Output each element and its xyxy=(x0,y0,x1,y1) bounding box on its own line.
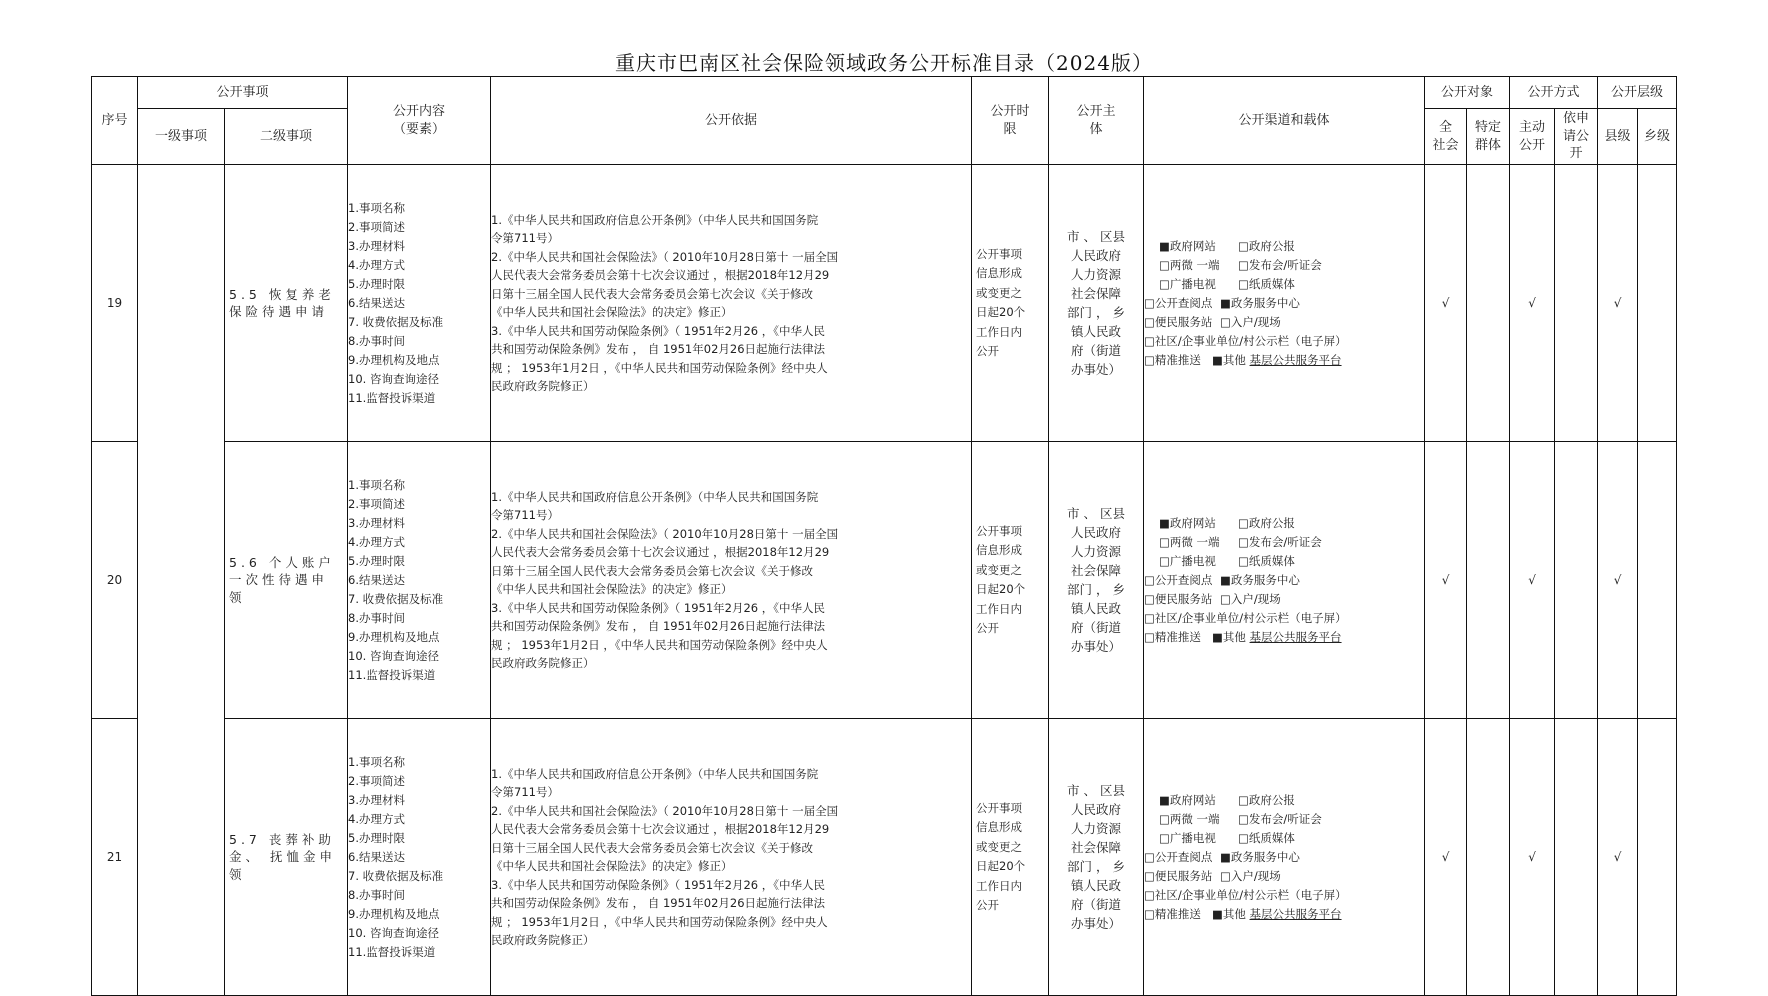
channel-line xyxy=(1144,829,1424,848)
channel-line xyxy=(1144,609,1424,628)
channel-gov-gazette: □政府公报 xyxy=(1238,238,1295,253)
cell-method-apply xyxy=(1555,442,1598,719)
row-contents xyxy=(348,719,491,996)
time-limit-text xyxy=(972,522,1048,639)
channel-gov-gazette: □政府公报 xyxy=(1238,792,1295,807)
channel-line xyxy=(1144,886,1424,905)
channel-line xyxy=(1144,552,1424,571)
header-target-all-line1: 全 xyxy=(1439,119,1453,135)
channel-gov-website: ■政府网站 xyxy=(1159,515,1216,530)
header-seq: 序号 xyxy=(92,77,138,165)
header-method-active-line2: 公开 xyxy=(1519,137,1546,153)
time-limit-line: 工作日内 xyxy=(976,324,1023,339)
channel-bulletin-board: □社区/企事业单位/村公示栏（电子屏） xyxy=(1144,610,1347,625)
channel-service-station: □便民服务站 xyxy=(1144,591,1213,606)
channel-other: ■其他 xyxy=(1212,352,1246,367)
contents-item: 10. 咨询查询途径 xyxy=(348,925,439,940)
row-item2-text: 5.5 恢复养老保险待遇申请 xyxy=(229,286,335,319)
table-body xyxy=(92,165,1677,996)
cell-method-apply xyxy=(1555,719,1598,996)
time-limit-line: 公开事项 xyxy=(976,246,1023,261)
header-subject-line2: 体 xyxy=(1089,121,1103,137)
channel-precise-push: □精准推送 xyxy=(1144,906,1201,921)
contents-item: 3.办理材料 xyxy=(348,515,405,530)
channel-other: ■其他 xyxy=(1212,629,1246,644)
header-row-1 xyxy=(92,77,1677,109)
channel-line xyxy=(1144,571,1424,590)
row-channels xyxy=(1144,719,1425,996)
time-limit-line: 工作日内 xyxy=(976,878,1023,893)
row-item2-text: 5.7 丧葬补助金、 抚恤金申领 xyxy=(229,831,336,882)
header-public-matter: 公开事项 xyxy=(138,77,348,109)
row-subject xyxy=(1049,719,1144,996)
contents-item: 4.办理方式 xyxy=(348,534,405,549)
header-content-line1: 公开内容 xyxy=(393,103,446,119)
contents-item: 11.监督投诉渠道 xyxy=(348,667,436,682)
channel-paper-media: □纸质媒体 xyxy=(1238,553,1295,568)
header-level1: 一级事项 xyxy=(138,109,225,165)
channel-line xyxy=(1144,628,1424,647)
channel-line xyxy=(1144,810,1424,829)
header-method-apply xyxy=(1555,109,1598,165)
channel-social-media: □两微 一端 xyxy=(1159,534,1220,549)
channel-service-center: ■政务服务中心 xyxy=(1220,572,1300,587)
basis-text: 1.《中华人民共和国政府信息公开条例》（中华人民共和国国务院 令第711号） 2.《中华人民共和国社会保险法》（ 2010年10月28日第十 一届全国 人民代表大会常务委员会第十七次会议通过 ，根据2018年12月29 日第十三届全国人民代表大会常务委员会第七次会议《关于修改 《中华人民共和国社会保险法》的决定》修正） 3.《中华人民共和国劳动保险条例》（ 1951年2月26 ，《中华人民 共和国劳动保险条例》发布 ， 自 1951年02月26日起施行法律法 规 ； 1953年1月2日 ，《中华人民共和国劳动保险条例》经中央人 民政府政务院修正） xyxy=(491,212,839,393)
channel-grassroots-platform: 基层公共服务平台 xyxy=(1249,352,1342,367)
header-content-line2: （要素） xyxy=(393,121,446,137)
row-channels xyxy=(1144,165,1425,442)
header-method-apply-line3: 开 xyxy=(1569,146,1583,162)
contents-item: 10. 咨询查询途径 xyxy=(348,648,439,663)
contents-item: 4.办理方式 xyxy=(348,811,405,826)
row-item2-text: 5.6 个人账户一次性待遇申领 xyxy=(229,554,335,605)
contents-item: 7. 收费依据及标准 xyxy=(348,591,444,606)
channel-gov-website: ■政府网站 xyxy=(1159,792,1216,807)
channel-line xyxy=(1144,905,1424,924)
time-limit-line: 公开事项 xyxy=(976,523,1023,538)
channel-broadcast: □广播电视 xyxy=(1159,553,1216,568)
channel-line xyxy=(1144,533,1424,552)
channel-line xyxy=(1144,237,1424,256)
contents-list xyxy=(348,753,490,962)
header-method-active-line1: 主动 xyxy=(1519,119,1546,135)
channel-on-site: □入户/现场 xyxy=(1220,314,1281,329)
header-level-county: 县级 xyxy=(1598,109,1638,165)
cell-target-group xyxy=(1467,442,1510,719)
header-target-all-line2: 社会 xyxy=(1432,137,1459,153)
table-row xyxy=(92,442,1677,719)
header-channel: 公开渠道和载体 xyxy=(1144,77,1425,165)
header-basis: 公开依据 xyxy=(491,77,972,165)
time-limit-line: 信息形成 xyxy=(976,820,1023,834)
contents-item: 9.办理机构及地点 xyxy=(348,352,440,367)
subject-text: 市 、 区县 人民政府 人力资源 社会保障 部门 ， 乡 镇人民政 府（街道 办事处） xyxy=(1067,229,1125,377)
table-row xyxy=(92,165,1677,442)
header-time-line1: 公开时 xyxy=(990,103,1030,119)
row-time-limit xyxy=(972,719,1049,996)
table-row xyxy=(92,719,1677,996)
time-limit-text xyxy=(972,245,1048,362)
channel-public-reading: □公开查阅点 xyxy=(1144,849,1213,864)
time-limit-line: 公开 xyxy=(976,898,1000,912)
channel-precise-push: □精准推送 xyxy=(1144,629,1201,644)
channel-line xyxy=(1144,590,1424,609)
contents-item: 6.结果送达 xyxy=(348,849,405,864)
cell-level-town xyxy=(1638,165,1677,442)
header-content xyxy=(348,77,491,165)
channel-paper-media: □纸质媒体 xyxy=(1238,830,1295,845)
channel-social-media: □两微 一端 xyxy=(1159,811,1220,826)
row-basis xyxy=(491,165,972,442)
check-level-county: √ xyxy=(1598,165,1638,442)
channel-paper-media: □纸质媒体 xyxy=(1238,276,1295,291)
contents-item: 10. 咨询查询途径 xyxy=(348,371,439,386)
time-limit-line: 信息形成 xyxy=(976,543,1023,557)
cell-target-group xyxy=(1467,719,1510,996)
contents-item: 8.办事时间 xyxy=(348,610,405,625)
row-level1-merged xyxy=(138,165,225,996)
check-target-all: √ xyxy=(1425,719,1467,996)
time-limit-line: 公开事项 xyxy=(976,800,1023,815)
channel-grassroots-platform: 基层公共服务平台 xyxy=(1249,906,1342,921)
row-subject xyxy=(1049,165,1144,442)
time-limit-line: 信息形成 xyxy=(976,266,1023,280)
header-target-group-line2: 群体 xyxy=(1475,137,1502,153)
header-target-group-line1: 特定 xyxy=(1475,119,1502,135)
channel-precise-push: □精准推送 xyxy=(1144,352,1201,367)
header-method-apply-line1: 依申 xyxy=(1563,111,1590,127)
channel-service-center: ■政务服务中心 xyxy=(1220,849,1300,864)
contents-item: 6.结果送达 xyxy=(348,572,405,587)
channel-service-station: □便民服务站 xyxy=(1144,868,1213,883)
check-level-county: √ xyxy=(1598,442,1638,719)
channel-bulletin-board: □社区/企事业单位/村公示栏（电子屏） xyxy=(1144,333,1347,348)
time-limit-line: 或变更之 xyxy=(976,562,1023,577)
channel-line xyxy=(1144,256,1424,275)
row-basis xyxy=(491,442,972,719)
channel-gov-gazette: □政府公报 xyxy=(1238,515,1295,530)
contents-item: 11.监督投诉渠道 xyxy=(348,944,436,959)
header-time-line2: 限 xyxy=(1003,121,1017,137)
channel-other: ■其他 xyxy=(1212,906,1246,921)
contents-item: 1.事项名称 xyxy=(348,200,405,215)
header-time-limit xyxy=(972,77,1049,165)
header-method-apply-line2: 请公 xyxy=(1563,128,1590,144)
check-method-active: √ xyxy=(1510,442,1555,719)
contents-item: 5.办理时限 xyxy=(348,276,405,291)
time-limit-line: 工作日内 xyxy=(976,601,1023,616)
cell-target-group xyxy=(1467,165,1510,442)
contents-item: 1.事项名称 xyxy=(348,477,405,492)
header-target-all xyxy=(1425,109,1467,165)
check-level-county: √ xyxy=(1598,719,1638,996)
header-method-active xyxy=(1510,109,1555,165)
channel-service-station: □便民服务站 xyxy=(1144,314,1213,329)
contents-item: 8.办事时间 xyxy=(348,887,405,902)
contents-item: 1.事项名称 xyxy=(348,754,405,769)
contents-item: 9.办理机构及地点 xyxy=(348,906,440,921)
channel-line xyxy=(1144,867,1424,886)
contents-item: 2.事项简述 xyxy=(348,773,405,788)
channel-public-reading: □公开查阅点 xyxy=(1144,295,1213,310)
header-level2: 二级事项 xyxy=(225,109,348,165)
channel-gov-website: ■政府网站 xyxy=(1159,238,1216,253)
time-limit-line: 公开 xyxy=(976,344,1000,358)
basis-text: 1.《中华人民共和国政府信息公开条例》（中华人民共和国国务院 令第711号） 2.《中华人民共和国社会保险法》（ 2010年10月28日第十 一届全国 人民代表大会常务委员会第十七次会议通过 ，根据2018年12月29 日第十三届全国人民代表大会常务委员会第七次会议《关于修改 《中华人民共和国社会保险法》的决定》修正） 3.《中华人民共和国劳动保险条例》（ 1951年2月26 ，《中华人民 共和国劳动保险条例》发布 ， 自 1951年02月26日起施行法律法 规 ； 1953年1月2日 ，《中华人民共和国劳动保险条例》经中央人 民政府政务院修正） xyxy=(491,766,839,947)
contents-item: 3.办理材料 xyxy=(348,792,405,807)
channel-service-center: ■政务服务中心 xyxy=(1220,295,1300,310)
channel-press-conference: □发布会/听证会 xyxy=(1238,257,1322,272)
check-target-all: √ xyxy=(1425,165,1467,442)
contents-item: 3.办理材料 xyxy=(348,238,405,253)
check-target-all: √ xyxy=(1425,442,1467,719)
row-time-limit xyxy=(972,442,1049,719)
row-contents xyxy=(348,165,491,442)
contents-list xyxy=(348,476,490,685)
contents-item: 5.办理时限 xyxy=(348,830,405,845)
channel-line xyxy=(1144,514,1424,533)
row-level2 xyxy=(225,442,348,719)
channel-line xyxy=(1144,791,1424,810)
header-subject xyxy=(1049,77,1144,165)
header-subject-line1: 公开主 xyxy=(1076,103,1116,119)
contents-item: 11.监督投诉渠道 xyxy=(348,390,436,405)
check-method-active: √ xyxy=(1510,719,1555,996)
channel-press-conference: □发布会/听证会 xyxy=(1238,811,1322,826)
page-title: 重庆市巴南区社会保险领域政务公开标准目录（2024版） xyxy=(615,51,1153,75)
channel-line xyxy=(1144,848,1424,867)
channel-line xyxy=(1144,351,1424,370)
channel-on-site: □入户/现场 xyxy=(1220,868,1281,883)
row-seq: 20 xyxy=(92,442,138,719)
subject-text: 市 、 区县 人民政府 人力资源 社会保障 部门 ， 乡 镇人民政 府（街道 办事处） xyxy=(1067,783,1125,931)
header-level-town: 乡级 xyxy=(1638,109,1677,165)
row-level2 xyxy=(225,165,348,442)
channel-grassroots-platform: 基层公共服务平台 xyxy=(1249,629,1342,644)
cell-level-town xyxy=(1638,442,1677,719)
contents-item: 4.办理方式 xyxy=(348,257,405,272)
contents-item: 8.办事时间 xyxy=(348,333,405,348)
basis-text: 1.《中华人民共和国政府信息公开条例》（中华人民共和国国务院 令第711号） 2.《中华人民共和国社会保险法》（ 2010年10月28日第十 一届全国 人民代表大会常务委员会第十七次会议通过 ，根据2018年12月29 日第十三届全国人民代表大会常务委员会第七次会议《关于修改 《中华人民共和国社会保险法》的决定》修正） 3.《中华人民共和国劳动保险条例》（ 1951年2月26 ，《中华人民 共和国劳动保险条例》发布 ， 自 1951年02月26日起施行法律法 规 ； 1953年1月2日 ，《中华人民共和国劳动保险条例》经中央人 民政府政务院修正） xyxy=(491,489,839,670)
time-limit-line: 或变更之 xyxy=(976,839,1023,854)
channel-social-media: □两微 一端 xyxy=(1159,257,1220,272)
contents-item: 2.事项简述 xyxy=(348,496,405,511)
subject-text: 市 、 区县 人民政府 人力资源 社会保障 部门 ， 乡 镇人民政 府（街道 办事处） xyxy=(1067,506,1125,654)
contents-item: 7. 收费依据及标准 xyxy=(348,868,444,883)
channel-line xyxy=(1144,275,1424,294)
channel-broadcast: □广播电视 xyxy=(1159,276,1216,291)
channel-public-reading: □公开查阅点 xyxy=(1144,572,1213,587)
row-seq: 19 xyxy=(92,165,138,442)
row-contents xyxy=(348,442,491,719)
row-time-limit xyxy=(972,165,1049,442)
channel-bulletin-board: □社区/企事业单位/村公示栏（电子屏） xyxy=(1144,887,1347,902)
row-subject xyxy=(1049,442,1144,719)
header-target: 公开对象 xyxy=(1425,77,1510,109)
cell-level-town xyxy=(1638,719,1677,996)
contents-item: 7. 收费依据及标准 xyxy=(348,314,444,329)
contents-item: 5.办理时限 xyxy=(348,553,405,568)
catalog-table xyxy=(91,76,1677,996)
contents-item: 6.结果送达 xyxy=(348,295,405,310)
time-limit-line: 或变更之 xyxy=(976,285,1023,300)
contents-item: 9.办理机构及地点 xyxy=(348,629,440,644)
check-method-active: √ xyxy=(1510,165,1555,442)
time-limit-line: 日起20个 xyxy=(976,582,1026,596)
channel-press-conference: □发布会/听证会 xyxy=(1238,534,1322,549)
cell-method-apply xyxy=(1555,165,1598,442)
channel-on-site: □入户/现场 xyxy=(1220,591,1281,606)
time-limit-line: 日起20个 xyxy=(976,305,1026,319)
row-channels xyxy=(1144,442,1425,719)
header-level: 公开层级 xyxy=(1598,77,1677,109)
row-basis xyxy=(491,719,972,996)
header-method: 公开方式 xyxy=(1510,77,1598,109)
header-target-group xyxy=(1467,109,1510,165)
row-level2 xyxy=(225,719,348,996)
channel-broadcast: □广播电视 xyxy=(1159,830,1216,845)
channel-line xyxy=(1144,294,1424,313)
channel-line xyxy=(1144,332,1424,351)
time-limit-line: 日起20个 xyxy=(976,859,1026,873)
row-seq: 21 xyxy=(92,719,138,996)
contents-list xyxy=(348,199,490,408)
channel-line xyxy=(1144,313,1424,332)
time-limit-line: 公开 xyxy=(976,621,1000,635)
contents-item: 2.事项简述 xyxy=(348,219,405,234)
time-limit-text xyxy=(972,799,1048,916)
